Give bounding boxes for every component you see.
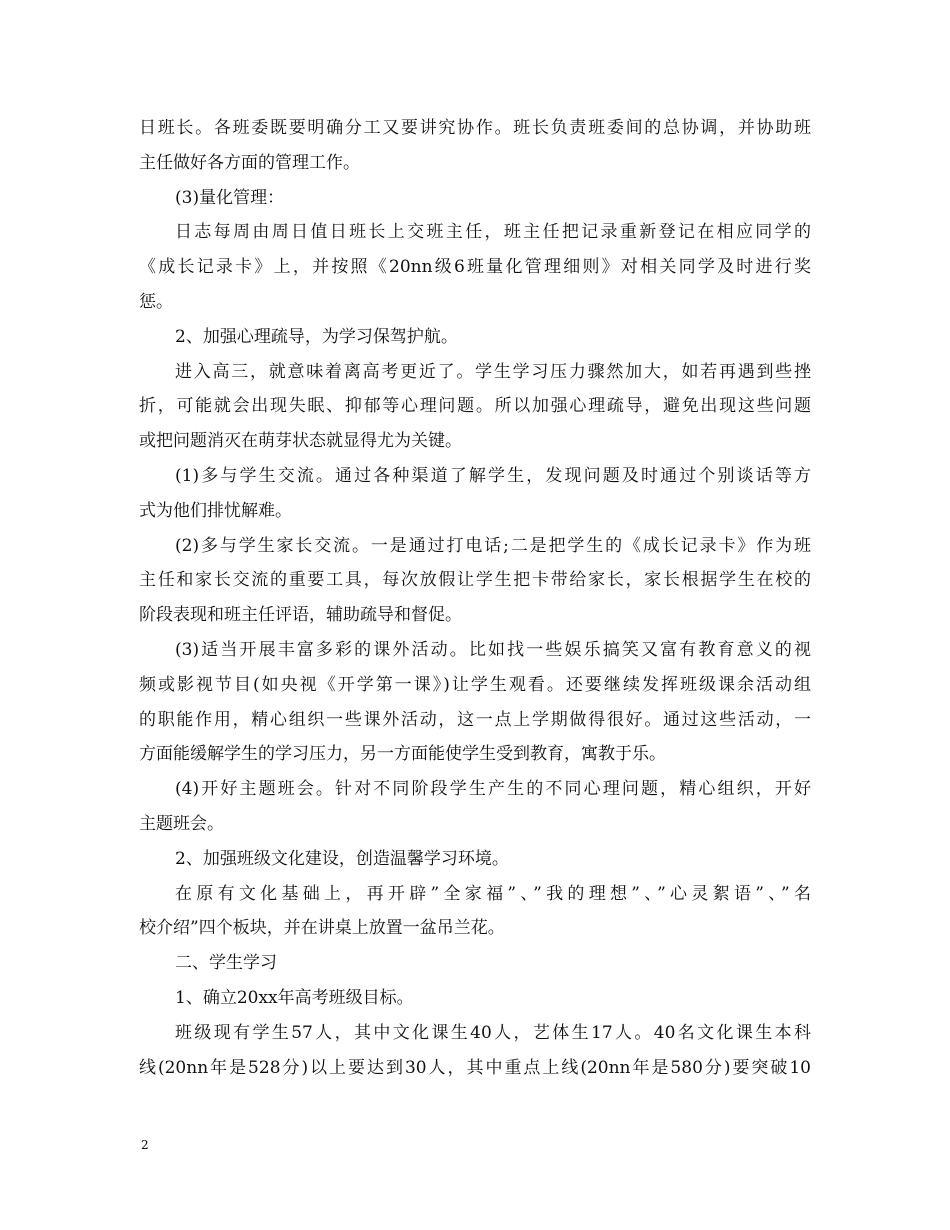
- paragraph: [139, 1016, 811, 1086]
- text-line: 日班长。各班委既要明确分工又要讲究协作。班长负责班委间的总协调，并协助班: [139, 118, 811, 138]
- paragraph: [139, 633, 811, 772]
- text-line: (1)多与学生交流。通过各种渠道了解学生，发现问题及时通过个别谈话等方: [175, 465, 811, 486]
- text-line: 的职能作用，精心组织一些课外活动，这一点上学期做得很好。通过这些活动，一: [139, 709, 811, 730]
- text-line: 主任和家长交流的重要工具，每次放假让学生把卡带给家长，家长根据学生在校的: [139, 570, 811, 591]
- text-line: 《成长记录卡》上，并按照《20nn级6班量化管理细则》对相关同学及时进行奖: [139, 257, 811, 278]
- text-line: 频或影视节目(如央视《开学第一课》)让学生观看。还要继续发挥班级课余活动组: [139, 674, 811, 695]
- text-line: (4)开好主题班会。针对不同阶段学生产生的不同心理问题，精心组织，开好: [175, 779, 811, 800]
- text-line: 进入高三，就意味着离高考更近了。学生学习压力骤然加大，如若再遇到些挫: [175, 361, 811, 382]
- text-line: (3)量化管理：: [175, 187, 285, 208]
- text-line: 1、确立20xx年高考班级目标。: [175, 987, 414, 1008]
- text-line: 主任做好各方面的管理工作。: [139, 152, 360, 173]
- text-line: 二、学生学习: [175, 953, 277, 974]
- text-line: 日志每周由周日值日班长上交班主任，班主任把记录重新登记在相应同学的: [175, 222, 811, 243]
- text-line: (3)适当开展丰富多彩的课外活动。比如找一些娱乐搞笑又富有教育意义的视: [175, 639, 811, 660]
- paragraph: [139, 111, 811, 181]
- text-line: 方面能缓解学生的学习压力，另一方面能使学生受到教育，寓教于乐。: [139, 744, 666, 765]
- paragraph: [139, 320, 811, 355]
- paragraph: [139, 772, 811, 842]
- text-line: (2)多与学生家长交流。一是通过打电话;二是把学生的《成长记录卡》作为班: [175, 535, 811, 556]
- paragraph: [139, 459, 811, 529]
- paragraph: [139, 529, 811, 633]
- text-line: 阶段表现和班主任评语，辅助疏导和督促。: [139, 605, 462, 626]
- paragraph: [139, 842, 811, 877]
- page-number: 2: [141, 1138, 149, 1152]
- paragraph: [139, 877, 811, 947]
- text-line: 2、加强心理疏导，为学习保驾护航。: [175, 326, 458, 347]
- paragraph: [139, 946, 811, 981]
- text-line: 式为他们排忧解难。: [139, 500, 292, 521]
- paragraph: [139, 181, 811, 216]
- text-line: 主题班会。: [139, 813, 224, 834]
- text-line: 惩。: [139, 291, 173, 312]
- text-line: 校介绍”四个板块，并在讲桌上放置一盆吊兰花。: [139, 918, 505, 939]
- paragraph: [139, 981, 811, 1016]
- paragraph: [139, 215, 811, 319]
- text-line: 线(20nn年是528分)以上要达到30人，其中重点上线(20nn年是580分)要突破10: [139, 1057, 811, 1078]
- text-line: 2、加强班级文化建设，创造温馨学习环境。: [175, 848, 509, 869]
- document-body: [139, 111, 811, 1085]
- text-line: 或把问题消灭在萌芽状态就显得尤为关键。: [139, 431, 462, 452]
- paragraph: [139, 355, 811, 459]
- text-line: 在原有文化基础上，再开辟”全家福”、”我的理想”、”心灵絮语”、”名: [175, 883, 811, 904]
- text-line: 班级现有学生57人，其中文化课生40人，艺体生17人。40名文化课生本科: [175, 1022, 811, 1043]
- text-line: 折，可能就会出现失眠、抑郁等心理问题。所以加强心理疏导，避免出现这些问题: [139, 396, 811, 417]
